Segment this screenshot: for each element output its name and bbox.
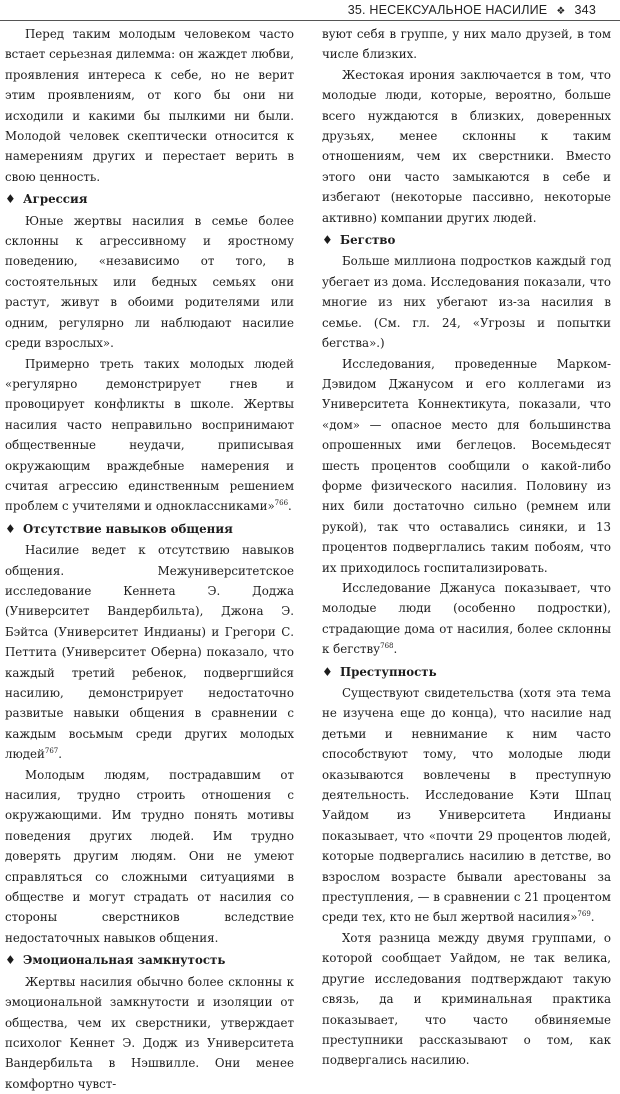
header-text <box>348 3 596 17</box>
chapter-title: 35. НЕСЕКСУАЛЬНОЕ НАСИЛИЕ <box>347 3 548 17</box>
paragraph-end: . <box>590 910 595 925</box>
section-heading-aggression <box>5 189 294 209</box>
section-heading-label: Отсутствие навыков общения <box>23 521 233 536</box>
paragraph: Юные жертвы насилия в семье более склонны к агрессивному и яростному поведению, «независимо от того, в состоятельных или бедных семьях они растут, живут в обоими родителями или одним, регулярно ли наблюдают насилие среди взрослых». <box>5 213 294 351</box>
footnote-ref-766: 766 <box>274 499 289 508</box>
paragraph <box>5 540 294 764</box>
running-header <box>0 0 620 22</box>
paragraph-end: . <box>58 747 62 762</box>
diamond-bullet-icon: ♦ <box>322 664 333 679</box>
paragraph-continued: вуют себя в группе, у них мало друзей, в том числе близких. <box>322 27 611 62</box>
paragraph: Исследования, проведенные Марком-Дэвидом Джанусом и его коллегами из Университета Коннектикута, показали, что «дом» — опасное место для большинства опрошенных ими беглецов. Восемьдесят шесть процентов сообщили о какой-либо форме физического насилия. Половину из них били достаточно сильно (ремнем или рукой), так что оставались синяки, и 13 процентов подверглались таким побоям, что их приходилось госпитализировать. <box>322 356 611 575</box>
footnote-ref-767: 767 <box>44 747 59 756</box>
diamond-bullet-icon: ♦ <box>5 521 16 536</box>
diamond-separator-icon: ❖ <box>556 6 566 17</box>
paragraph <box>322 578 611 660</box>
paragraph-end: . <box>288 499 292 514</box>
paragraph-text: Существуют свидетельства (хотя эта тема не изучена еще до конца), что насилие над детьми и невнимание к ним часто способствуют тому, что молодые люди оказываются вовлечены в преступную деятельность. Исследование Кэти Шпац Уайдом из Университета Индианы показывает, что «почти 29 процентов людей, которые подвергались насилию в детстве, во взрослом возрасте бывали арестованы за преступления, — в сравнении с 21 процентом среди тех, кто не был жертвой насилия» <box>322 686 611 925</box>
section-heading-runaway <box>322 230 611 250</box>
header-rule <box>0 20 620 21</box>
section-heading-label: Бегство <box>340 233 396 248</box>
page-number: 343 <box>574 3 596 17</box>
paragraph-end: . <box>393 642 398 657</box>
paragraph: Жертвы насилия обычно более склонны к эмоциональной замкнутости и изоляции от общества, чем их сверстники, утверждает психолог Кеннет Э. Додж из Университета Вандербильта в Нэшвилле. Они менее комфортно чувст- <box>5 974 294 1091</box>
paragraph-text: Насилие ведет к отсутствию навыков общения. Межуниверситетское исследование Кеннета Э. Доджа (Университет Вандербильта), Джона Э. Бэйтса (Университет Индианы) и Грегори С. Петтита (Университет Оберна) показало, что каждый третий ребенок, подвергшийся насилию, демонстрирует недостаточно развитые навыки общения в сравнении с каждым восьмым среди других молодых людей <box>5 543 294 762</box>
paragraph: Больше миллиона подростков каждый год убегает из дома. Исследования показали, что многие из них убегают из-за насилия в семье. (См. гл. 24, «Угрозы и попытки бегства».) <box>322 254 611 351</box>
diamond-bullet-icon: ♦ <box>5 953 16 968</box>
paragraph: Перед таким молодым человеком часто встает серьезная дилемма: он жаждет любви, проявления интереса к себе, но не верит этим проявлениям, от кого бы они ни исходили и какими бы пылкими ни были. Молодой человек скептически относится к намерениям других и перестает верить в свою ценность. <box>5 27 294 184</box>
section-heading-crime <box>322 662 611 682</box>
paragraph: Молодым людям, пострадавшим от насилия, трудно строить отношения с окружающими. Им трудно понять мотивы поведения других людей. Им трудно доверять другим людям. Они не умеют справляться со сложными ситуациями в обществе и могут страдать от насилия со стороны сверстников вследствие недостаточных навыков общения. <box>5 767 294 945</box>
right-column <box>322 24 611 1068</box>
diamond-bullet-icon: ♦ <box>322 233 333 248</box>
paragraph: Жестокая ирония заключается в том, что молодые люди, которые, вероятно, больше всего нуждаются в близких, доверенных друзьях, менее склонны к таким отношениям, чем их сверстники. Вместо этого они часто замыкаются в себе и избегают (некоторые пассивно, некоторые активно) компании других людей. <box>322 67 611 225</box>
left-column <box>5 24 294 1091</box>
paragraph-text: Исследование Джануса показывает, что молодые люди (особенно подростки), страдающие дома от насилия, более склонны к бегству <box>322 580 611 657</box>
section-heading-withdrawal <box>5 950 294 970</box>
diamond-bullet-icon: ♦ <box>5 192 16 207</box>
paragraph-text: Примерно треть таких молодых людей «регулярно демонстрирует гнев и провоцирует конфликты в школе. Жертвы насилия часто неправильно воспринимают общественные неудачи, приписывая окружающим враждебные намерения и считая агрессию единственным решением проблем с учителями и одноклассниками» <box>5 356 294 514</box>
paragraph: Хотя разница между двумя группами, о которой сообщает Уайдом, не так велика, другие исследования подтверждают такую связь, да и криминальная практика показывает, что часто обвиняемые преступники рассказывают о том, как подвергались насилию. <box>322 930 611 1068</box>
section-heading-communication <box>5 519 294 539</box>
footnote-ref-768: 768 <box>380 642 394 651</box>
paragraph <box>5 354 294 517</box>
section-heading-label: Эмоциональная замкнутость <box>23 953 226 968</box>
section-heading-label: Агрессия <box>23 192 88 207</box>
section-heading-label: Преступность <box>340 664 437 679</box>
paragraph <box>322 683 611 928</box>
footnote-ref-769: 769 <box>577 910 591 919</box>
